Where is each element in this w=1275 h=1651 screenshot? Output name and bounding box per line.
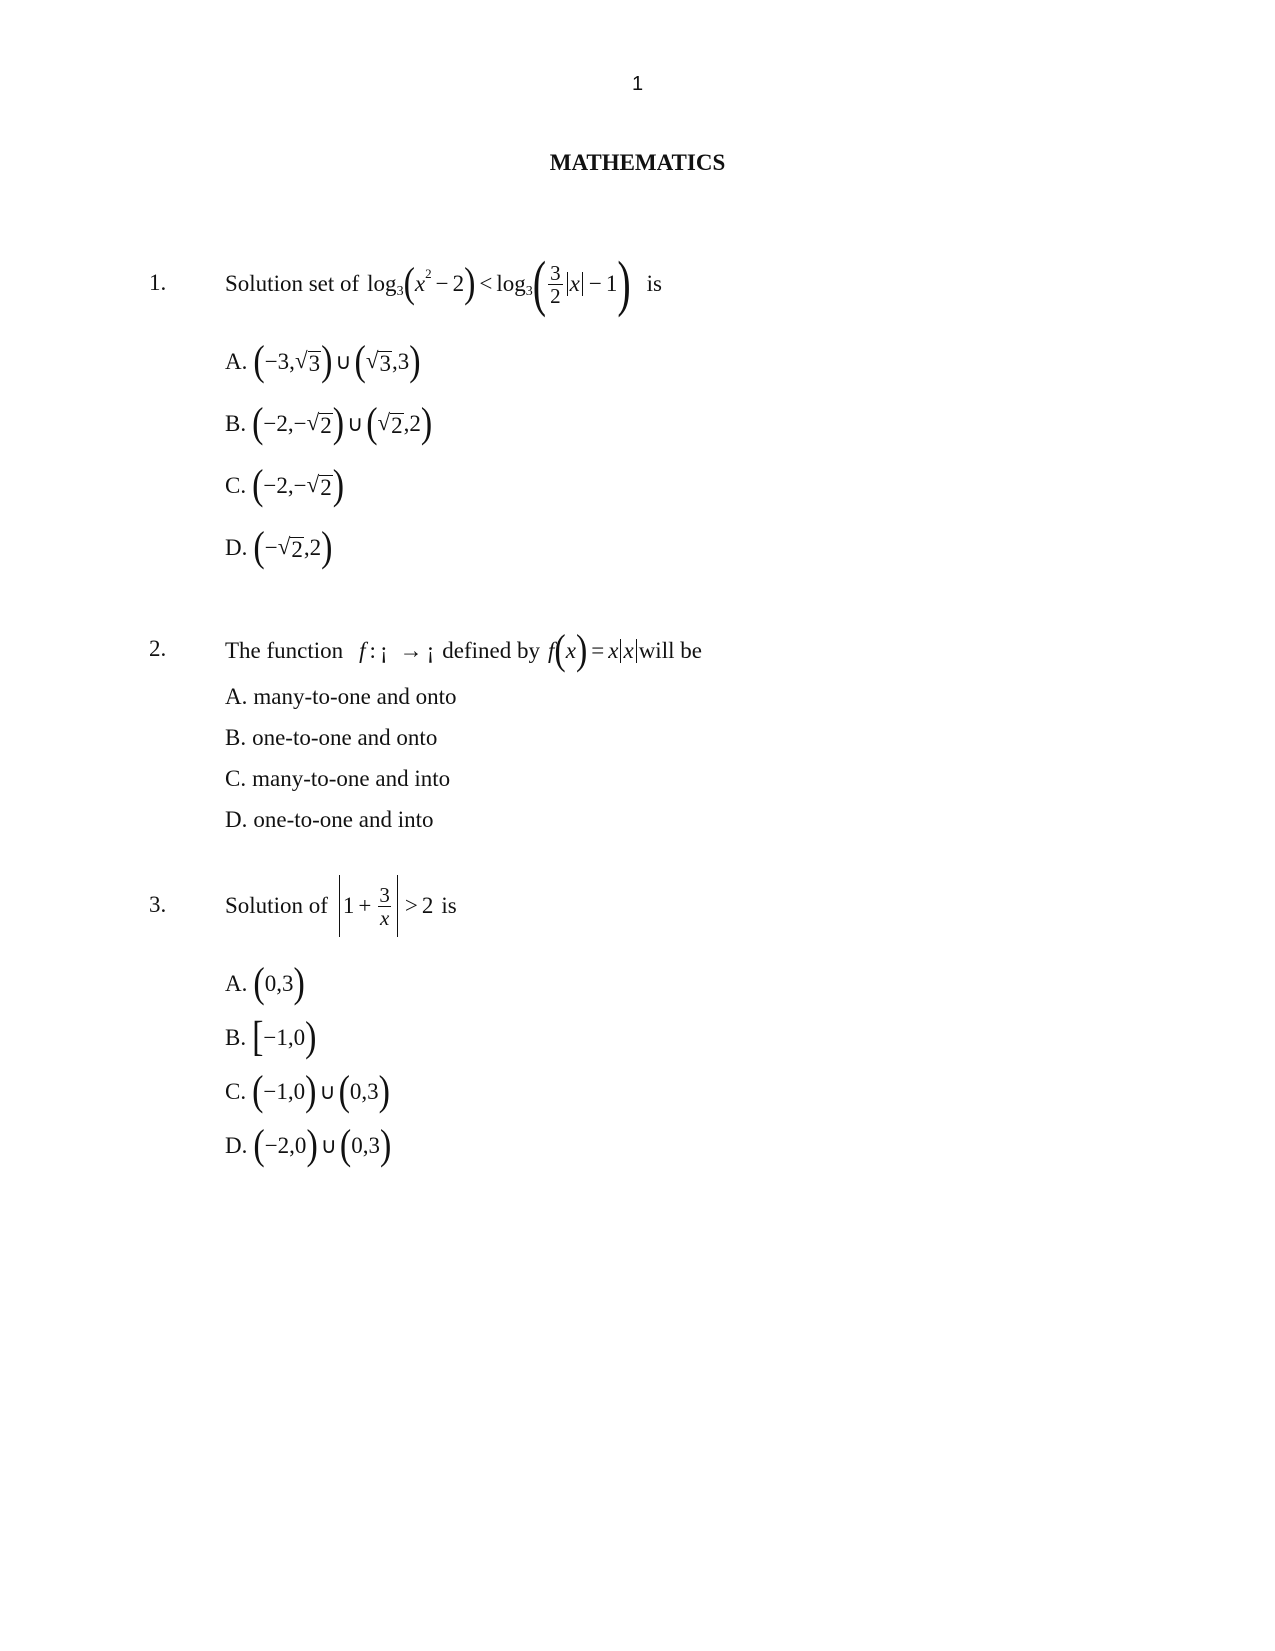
question-mid: defined by: [442, 638, 540, 663]
question-number: 1.: [149, 270, 167, 295]
question-number: 2.: [149, 636, 167, 661]
question-suffix: is: [646, 271, 662, 296]
option-letter: B.: [225, 725, 247, 750]
option-letter: C.: [225, 1079, 247, 1104]
question-2-definition: f ( x ) = x x: [548, 634, 639, 668]
question-text: [225, 627, 702, 674]
option-letter: C.: [225, 766, 247, 791]
option-d[interactable]: [225, 524, 333, 571]
option-a[interactable]: [225, 684, 457, 710]
question-number: 3.: [149, 892, 167, 917]
subject-title: MATHEMATICS: [549, 150, 726, 175]
question-prefix: Solution of: [225, 893, 328, 918]
option-a[interactable]: [225, 960, 305, 1007]
option-text: many-to-one and into: [252, 766, 451, 791]
question-suffix: will be: [638, 638, 702, 663]
option-letter: B.: [225, 1025, 247, 1050]
option-expression: ( 0,3 ): [253, 960, 305, 1007]
question-prefix: The function: [225, 638, 344, 663]
question-prefix: Solution set of: [225, 271, 360, 296]
option-letter: A.: [225, 971, 248, 996]
option-c[interactable]: [225, 462, 345, 509]
question-suffix: is: [441, 893, 457, 918]
option-a[interactable]: [225, 338, 421, 385]
option-expression: ( −3, √ 3 ) ∪ ( √ 3 ,3 ): [253, 338, 421, 385]
page-number: 1: [631, 73, 644, 95]
option-letter: C.: [225, 473, 247, 498]
option-d[interactable]: [225, 1122, 392, 1169]
option-letter: D.: [225, 1133, 248, 1158]
option-expression: ( − √ 2 ,2 ): [253, 524, 333, 571]
option-letter: D.: [225, 535, 248, 560]
option-c[interactable]: [225, 1068, 390, 1115]
option-text: many-to-one and onto: [253, 684, 457, 709]
question-1-inequality: log 3 ( x 2 − 2 ) < log 3 ( $\frac{3}{2}$ x − 1 ): [367, 248, 631, 319]
option-c[interactable]: [225, 766, 450, 792]
option-expression: ( −2,− √ 2 ): [252, 462, 345, 509]
option-text: one-to-one and into: [253, 807, 434, 832]
option-expression: ( −2,0 ) ∪ ( 0,3 ): [253, 1122, 392, 1169]
question-text: [225, 250, 662, 318]
question-2-function: f : ¡ → ¡: [359, 638, 435, 663]
question-3-inequality: 1 + $\frac{3}{x}$ > 2: [336, 875, 433, 937]
option-b[interactable]: [225, 1014, 317, 1061]
option-d[interactable]: [225, 807, 434, 833]
option-expression: [ −1,0 ): [252, 1014, 317, 1061]
option-expression: ( −1,0 ) ∪ ( 0,3 ): [252, 1068, 390, 1115]
option-letter: A.: [225, 684, 248, 709]
option-b[interactable]: [225, 725, 437, 751]
question-text: [225, 872, 457, 940]
option-expression: ( −2,− √ 2 ) ∪ ( √ 2 ,2 ): [252, 400, 433, 447]
option-letter: A.: [225, 349, 248, 374]
option-b[interactable]: [225, 400, 433, 447]
option-letter: D.: [225, 807, 248, 832]
option-text: one-to-one and onto: [252, 725, 438, 750]
option-letter: B.: [225, 411, 247, 436]
